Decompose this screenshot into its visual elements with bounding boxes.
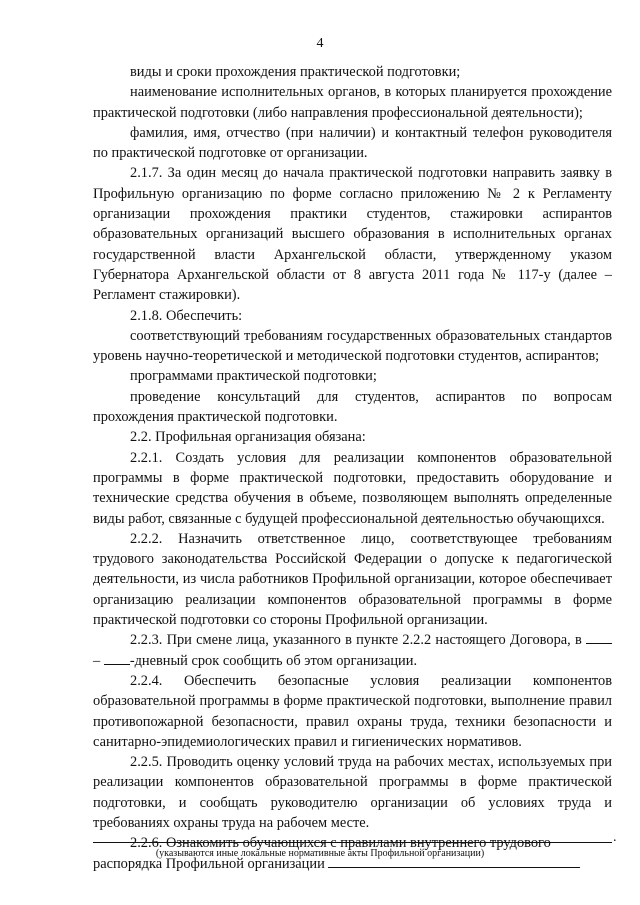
paragraph: фамилия, имя, отчество (при наличии) и контактный телефон руководителя по практической подготовке от организации.: [93, 124, 612, 162]
document-body: [93, 62, 612, 874]
local-acts-continuation-line[interactable]: [93, 842, 612, 843]
paragraph-2-1-7: 2.1.7. За один месяц до начала практической подготовки направить заявку в Профильную организацию по форме согласно приложению № 2 к Регламенту организации прохождения практики студентов, стажировки аспирантов образовательных организаций высшего образования в исполнительных органах государственной власти Архангельской области, утвержденному указом Губернатора Архангельской области от 8 августа 2011 года № 117-у (далее – Регламент стажировки).: [93, 165, 612, 304]
paragraph-2-1-8: 2.1.8. Обеспечить:: [130, 307, 243, 324]
paragraph: наименование исполнительных органов, в которых планируется прохождение практической подготовки (либо направления профессиональной деятельности);: [93, 84, 612, 121]
paragraph-2-2-1: 2.2.1. Создать условия для реализации компонентов образовательной программы в форме практической подготовки, предоставить оборудование и технические средства обучения в объеме, позволяющем выполнять определенные виды работ, связанные с будущей профессиональной деятельностью обучающихся.: [93, 449, 612, 527]
days-from-blank[interactable]: [586, 631, 612, 644]
paragraph: проведение консультаций для студентов, аспирантов по вопросам прохождения практической подготовки.: [93, 388, 612, 426]
paragraph-2-2-2: 2.2.2. Назначить ответственное лицо, соответствующее требованиям трудового законодательства Российской Федерации о допуске к педагогической деятельности, из числа работников Профильной организации, которое обеспечивает организацию реализации компонентов образовательной программы в форме практической подготовки со стороны Профильной организации.: [93, 530, 612, 629]
footer-period: .: [613, 830, 617, 845]
paragraph: соответствующий требованиям государственных образовательных стандартов уровень научно-теоретической и методической подготовки студентов, аспирантов;: [93, 327, 612, 365]
paragraph: виды и сроки прохождения практической подготовки;: [130, 64, 461, 80]
days-to-blank[interactable]: [104, 652, 130, 665]
paragraph-2-2-3-end: -дневный срок сообщить об этом организации.: [129, 652, 418, 669]
section-heading-2-2: 2.2. Профильная организация обязана:: [130, 429, 366, 446]
paragraph-2-2-5: 2.2.5. Проводить оценку условий труда на рабочих местах, используемых при реализации компонентов образовательной программы в форме практической подготовки, и сообщать руководителю организации об условиях труда и требованиях охраны труда на рабочем месте.: [93, 754, 612, 831]
paragraph-2-2-6-text: 2.2.6. Ознакомить обучающихся с правилами внутреннего трудового распорядка Профильной организации: [93, 835, 551, 872]
paragraph-2-2-4: 2.2.4. Обеспечить безопасные условия реализации компонентов образовательной программы в форме практической подготовки, выполнение правил противопожарной безопасности, правил охраны труда, техники безопасности и санитарно-эпидемиологических правил и гигиенических нормативов.: [93, 672, 612, 750]
paragraph: программами практической подготовки;: [130, 368, 377, 385]
dash: –: [93, 652, 101, 669]
paragraph-2-2-3-text: 2.2.3. При смене лица, указанного в пункте 2.2.2 настоящего Договора, в: [130, 632, 582, 649]
paragraph-2-2-3: [93, 630, 612, 671]
page-number: 4: [316, 36, 324, 51]
footer-caption: (указываются иные локальные нормативные акты Профильной организации): [155, 848, 485, 859]
